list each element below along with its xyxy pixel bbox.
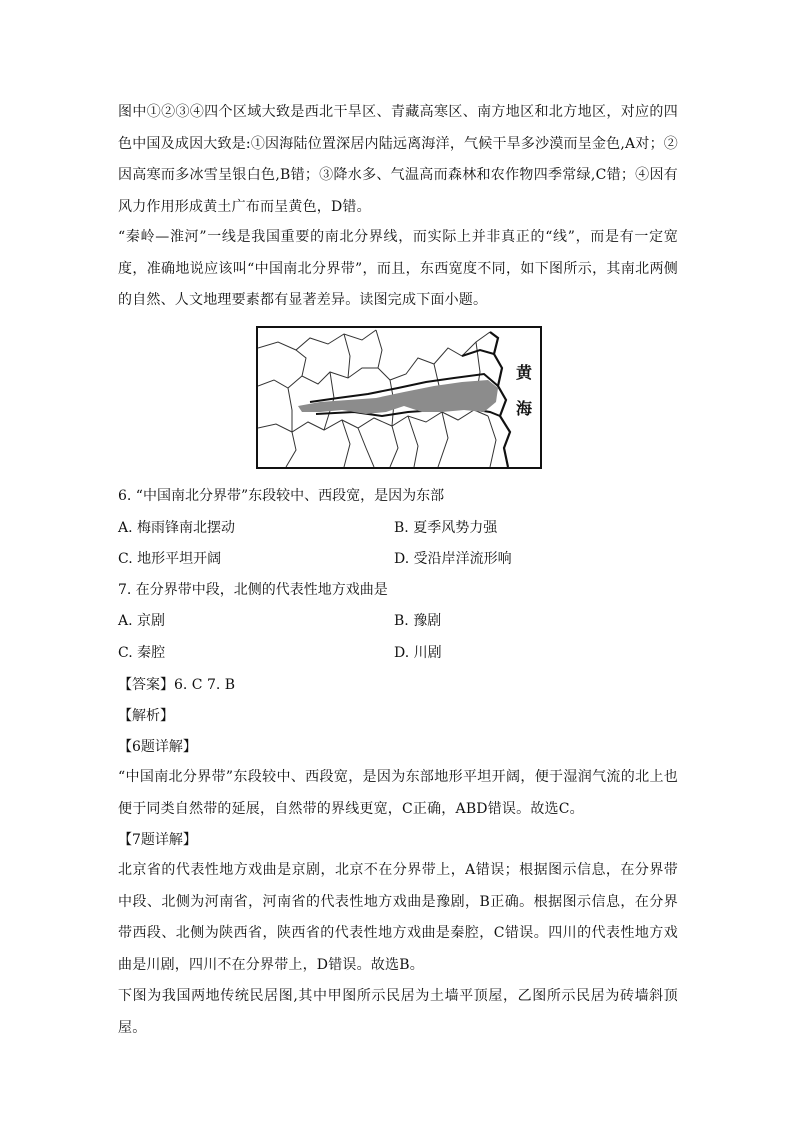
q7-stem: 7. 在分界带中段，北侧的代表性地方戏曲是 (118, 582, 388, 598)
analysis-heading: 【解析】 (118, 708, 174, 724)
q6-explanation-heading: 【6题详解】 (118, 739, 197, 755)
q6-option-a: A. 梅雨锋南北摆动 (118, 520, 236, 536)
q7-explanation: 北京省的代表性地方戏曲是京剧，北京不在分界带上，A错误；根据图示信息，在分界带中段、北侧为河南省，河南省的代表性地方戏曲是豫剧，B正确。根据图示信息，在分界带西段、北侧为陕西省，陕西省的代表性地方戏曲是秦腔，C错误。四川的代表性地方戏曲是川剧，四川不在分界带上，D错误。故选B。 (118, 862, 678, 973)
q6-option-d: D. 受沿岸洋流形响 (394, 551, 512, 567)
answer-line: 【答案】6. C 7. B (118, 677, 236, 693)
q6-stem: 6. “中国南北分界带”东段较中、西段宽，是因为东部 (118, 488, 445, 504)
question-stem-paragraph: “秦岭—淮河”一线是我国重要的南北分界线，而实际上并非真正的“线”，而是有一定宽度，准确地说应该叫“中国南北分界带”，而且，东西宽度不同，如下图所示，其南北两侧的自然、人文地理要素都有显著差异。读图完成下面小题。 (118, 229, 678, 308)
q6-option-b: B. 夏季风势力强 (394, 520, 498, 536)
q7-option-b: B. 豫剧 (394, 613, 442, 629)
q6-option-c: C. 地形平坦开阔 (118, 551, 222, 567)
map-drawing (258, 328, 540, 467)
intro-paragraph: 图中①②③④四个区域大致是西北干旱区、青藏高寒区、南方地区和北方地区，对应的四色中国及成因大致是:①因海陆位置深居内陆远离海洋，气候干旱多沙漠而呈金色,A对；②因高寒而多冰雪呈银白色,B错；③降水多、气温高而森林和农作物四季常绿,C错；④因有风力作用形成黄土广布而呈黄色，D错。 (118, 104, 678, 215)
map-label-huang: 黄 (516, 363, 533, 382)
q7-explanation-heading: 【7题详解】 (118, 832, 197, 848)
q7-option-d: D. 川剧 (394, 645, 442, 661)
boundary-band (298, 380, 498, 414)
q6-explanation: “中国南北分界带”东段较中、西段宽，是因为东部地形平坦开阔，便于湿润气流的北上也便于同类自然带的延展，自然带的界线更宽，C正确，ABD错误。故选C。 (118, 769, 678, 817)
q7-option-c: C. 秦腔 (118, 645, 166, 661)
next-question-paragraph: 下图为我国两地传统民居图,其中甲图所示民居为土墙平顶屋，乙图所示民居为砖墙斜顶屋。 (118, 988, 678, 1036)
map-label-hai: 海 (516, 399, 533, 418)
q7-option-a: A. 京剧 (118, 613, 166, 629)
boundary-zone-map (256, 326, 542, 469)
